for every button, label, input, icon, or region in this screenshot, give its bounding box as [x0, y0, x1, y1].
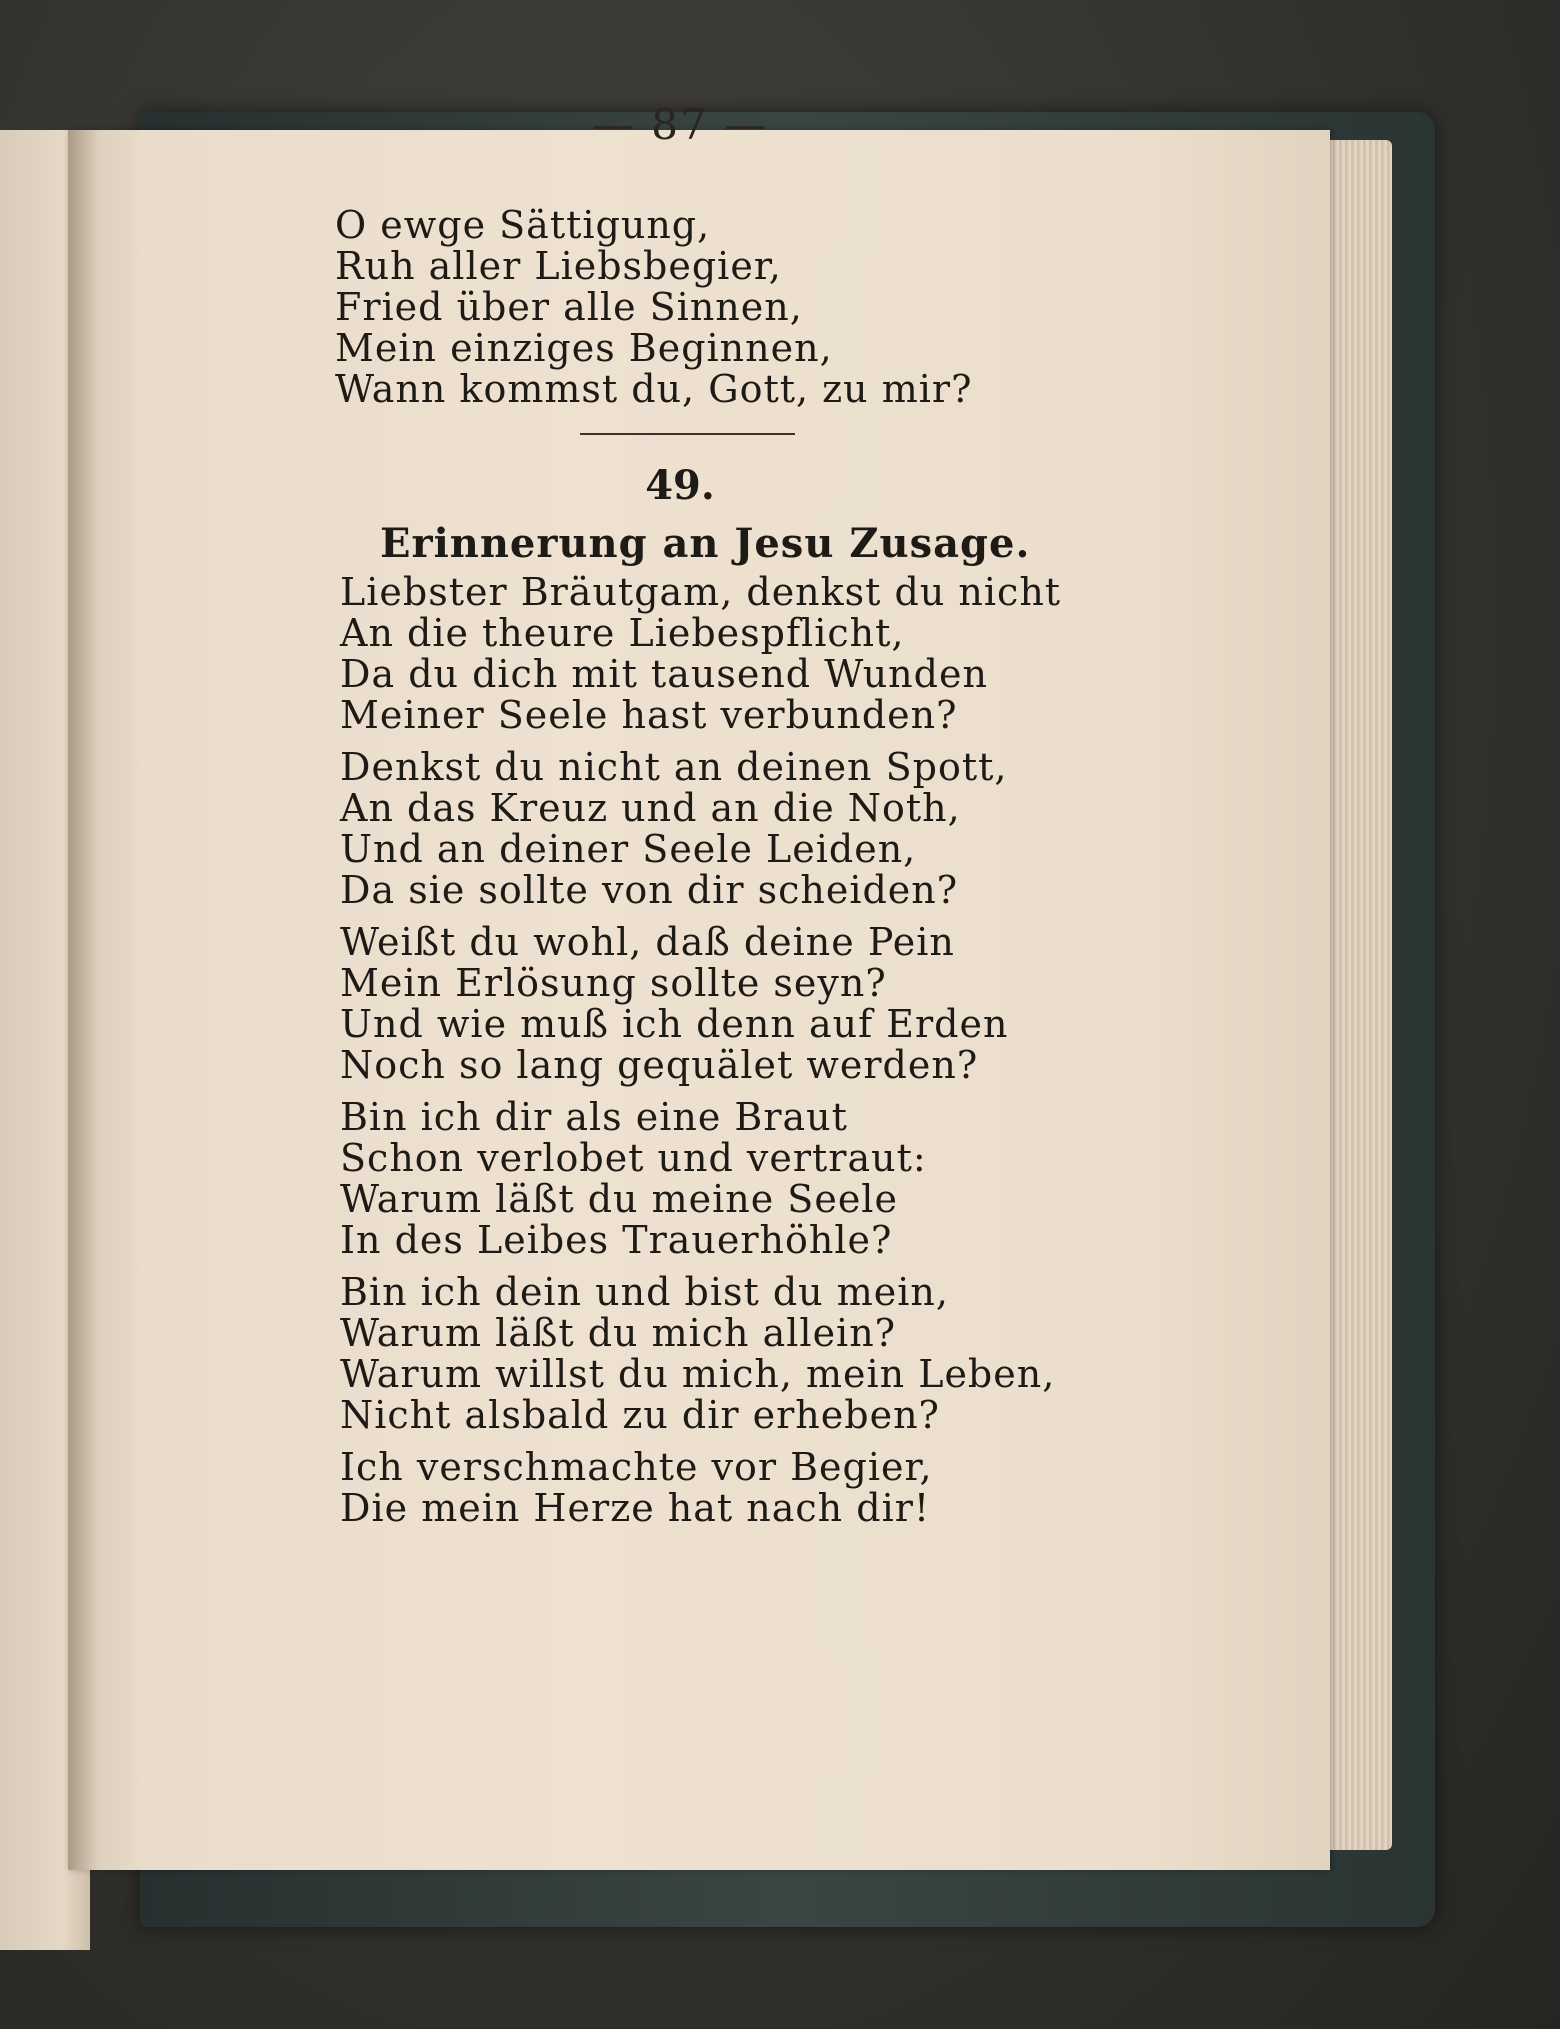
section-divider [580, 433, 795, 435]
hymn-title: Erinnerung an Jesu Zusage. [380, 520, 1031, 567]
hymn-line: Die mein Herze hat nach dir! [340, 1486, 931, 1530]
stanza [340, 1272, 1061, 1436]
verse-line: Fried über alle Sinnen, [335, 285, 803, 329]
hymn-line: Nicht alsbald zu dir erheben? [340, 1393, 940, 1437]
stanza [340, 922, 1061, 1086]
hymn-line: Liebster Bräutgam, denkst du nicht [340, 570, 1062, 614]
verse-line: Wann kommst du, Gott, zu mir? [335, 367, 973, 411]
verse-continuation [335, 205, 972, 410]
hymn-body [340, 572, 1061, 1540]
stanza [340, 1097, 1061, 1261]
hymn-line: Warum willst du mich, mein Leben, [340, 1352, 1056, 1396]
hymn-line: Und an deiner Seele Leiden, [340, 827, 917, 871]
page-number: — 87 — [591, 100, 769, 149]
hymn-line: Bin ich dein und bist du mein, [340, 1270, 949, 1314]
stanza [340, 747, 1061, 911]
hymn-line: Bin ich dir als eine Braut [340, 1095, 848, 1139]
stanza [340, 1447, 1061, 1529]
verse-line: Mein einziges Beginnen, [335, 326, 833, 370]
stanza [340, 572, 1061, 736]
hymn-line: Warum läßt du meine Seele [340, 1177, 898, 1221]
hymn-number: 49. [645, 462, 715, 509]
hymn-line: Meiner Seele hast verbunden? [340, 693, 958, 737]
hymn-line: Da sie sollte von dir scheiden? [340, 868, 959, 912]
hymn-line: Warum läßt du mich allein? [340, 1311, 897, 1355]
hymn-line: An die theure Liebespflicht, [340, 611, 905, 655]
hymn-line: Noch so lang gequälet werden? [340, 1043, 979, 1087]
hymn-line: Da du dich mit tausend Wunden [340, 652, 988, 696]
page-gutter [68, 130, 98, 1870]
hymn-line: An das Kreuz und an die Noth, [340, 786, 961, 830]
hymn-line: Und wie muß ich denn auf Erden [340, 1002, 1009, 1046]
hymn-line: Weißt du wohl, daß deine Pein [340, 920, 955, 964]
verse-line: Ruh aller Liebsbegier, [335, 244, 782, 288]
hymn-line: Schon verlobet und vertraut: [340, 1136, 927, 1180]
hymn-line: Ich verschmachte vor Begier, [340, 1445, 933, 1489]
hymn-line: In des Leibes Trauerhöhle? [340, 1218, 893, 1262]
hymn-line: Denkst du nicht an deinen Spott, [340, 745, 1008, 789]
verse-line: O ewge Sättigung, [335, 203, 711, 247]
hymn-line: Mein Erlösung sollte seyn? [340, 961, 887, 1005]
